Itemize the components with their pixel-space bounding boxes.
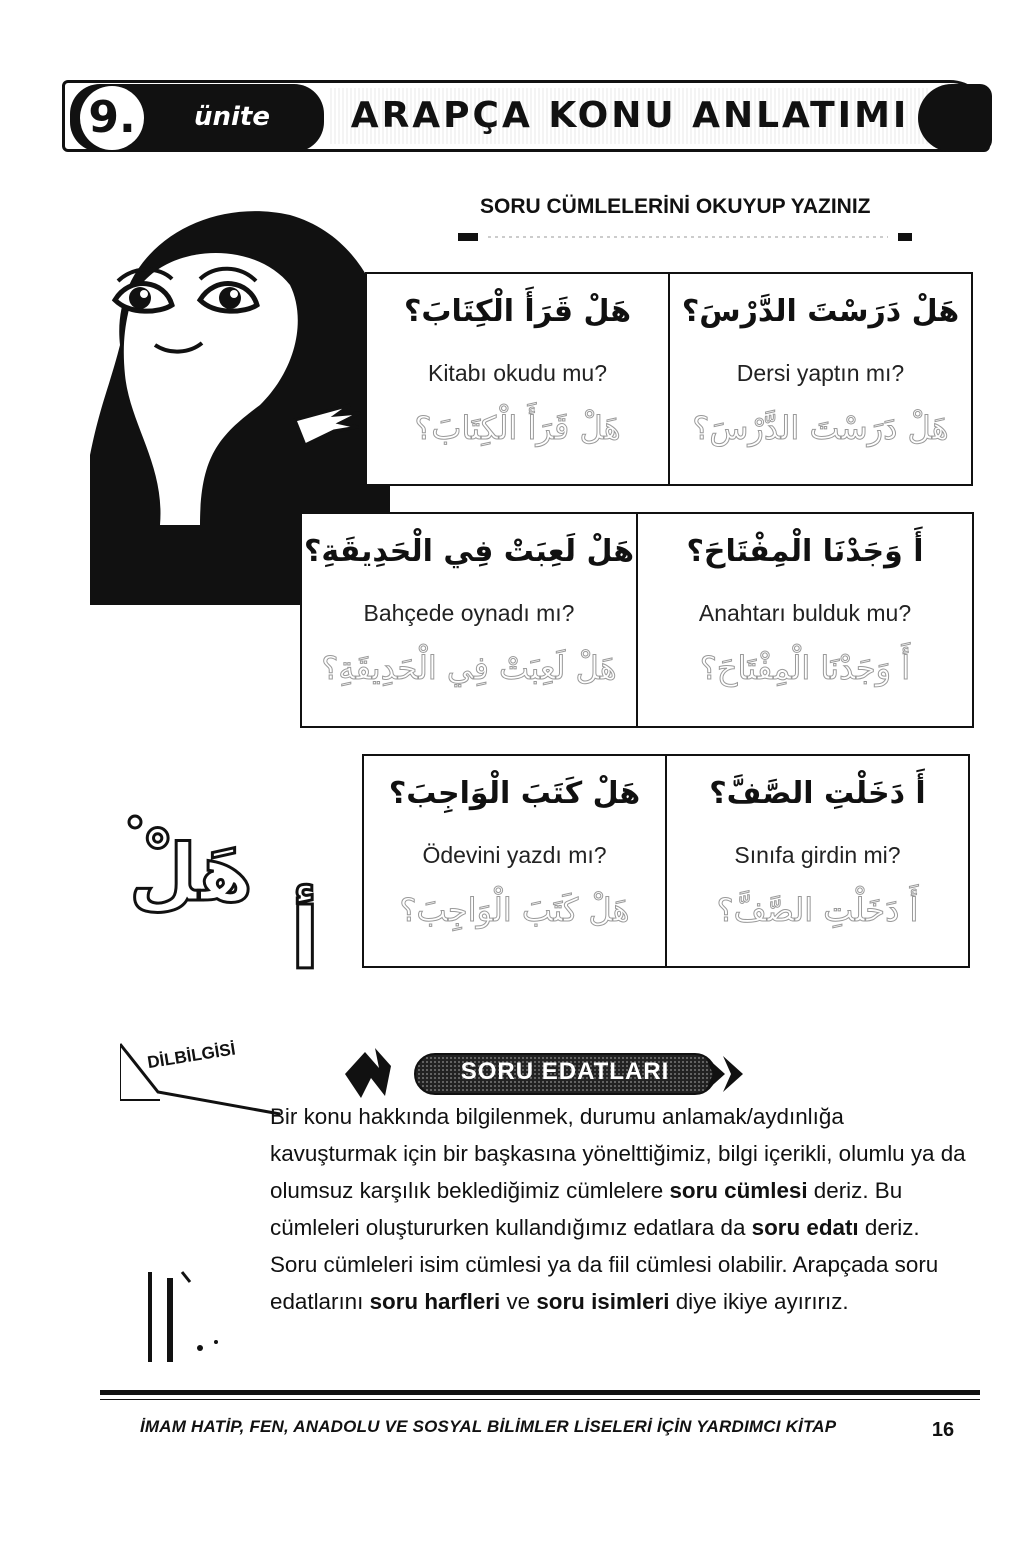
header-banner <box>62 76 990 156</box>
arabic-question: أَ وَجَدْنَا الْمِفْتَاحَ؟ <box>686 534 924 569</box>
heading-rule <box>458 232 924 242</box>
footer-title: İMAM HATİP, FEN, ANADOLU VE SOSYAL BİLİMLER LİSELERİ İÇİN YARDIMCI KİTAP <box>140 1417 837 1436</box>
turkish-translation: Ödevini yazdı mı? <box>422 842 607 868</box>
footer-rule-thin <box>100 1399 980 1400</box>
turkish-translation: Anahtarı bulduk mu? <box>698 600 912 626</box>
arabic-question: أَ دَخَلْتِ الصَّفَّ؟ <box>709 776 926 811</box>
hal-letters-mark <box>125 810 255 930</box>
dilbilgisi-label: DİLBİLGİSİ <box>146 1039 237 1073</box>
exercise-cell <box>367 274 670 484</box>
section-heading: SORU CÜMLELERİNİ OKUYUP YAZINIZ <box>480 195 871 218</box>
text-run: deriz. Soru cümleleri isim cümlesi ya da fiil cümlesi olabilir. Arapçada soru edatlarını <box>270 1215 939 1314</box>
hamza-letter-mark <box>285 880 325 980</box>
bold-term: soru edatı <box>751 1215 859 1240</box>
exercise-cell <box>667 756 968 966</box>
tracing-line[interactable]: أَ دَخَلْتِ الصَّفَّ؟ <box>716 891 919 929</box>
small-figure-illustration <box>120 1262 260 1372</box>
arabic-question: هَلْ لَعِبَتْ فِي الْحَدِيقَةِ؟ <box>303 534 635 569</box>
chevron-right-icon <box>723 1056 743 1092</box>
text-run: diye ikiye ayırırız. <box>669 1289 849 1314</box>
page-title: ARAPÇA KONU ANLATIMI <box>330 88 930 144</box>
topic-label: SORU EDATLARI <box>460 1058 670 1085</box>
unit-badge <box>70 84 324 152</box>
tracing-line[interactable]: هَلْ كَتَبَ الْوَاجِبَ؟ <box>399 891 630 929</box>
hal-letters-text: هَلْ <box>129 829 253 919</box>
tracing-line[interactable]: هَلْ دَرَسْتَ الدَّرْسَ؟ <box>692 409 949 447</box>
exercise-cell <box>670 274 971 484</box>
exercise-row-2 <box>300 512 974 728</box>
bold-term: soru harfleri <box>369 1289 501 1314</box>
exercise-cell <box>364 756 667 966</box>
unit-number: 9. <box>80 86 144 150</box>
unit-label: ünite <box>194 102 270 132</box>
tracing-line[interactable]: هَلْ لَعِبَتْ فِي الْحَدِيقَةِ؟ <box>321 649 617 687</box>
hamza-letter-text: أ <box>290 890 320 980</box>
body-paragraph <box>270 1098 970 1368</box>
turkish-translation: Dersi yaptın mı? <box>736 360 905 386</box>
arabic-question: هَلْ كَتَبَ الْوَاجِبَ؟ <box>388 776 641 811</box>
banner-end-cap <box>918 84 992 152</box>
footer-rule <box>100 1390 980 1395</box>
tracing-line[interactable]: هَلْ قَرَأَ الْكِتَابَ؟ <box>414 409 621 447</box>
exercise-row-1 <box>365 272 973 486</box>
star-burst-icon <box>345 1048 391 1098</box>
tracing-line[interactable]: أَ وَجَدْنَا الْمِفْتَاحَ؟ <box>699 649 911 687</box>
turkish-translation: Sınıfa girdin mi? <box>734 842 901 868</box>
arabic-question: هَلْ قَرَأَ الْكِتَابَ؟ <box>403 294 632 329</box>
turkish-translation: Kitabı okudu mu? <box>427 360 607 386</box>
text-run: deriz. Bu cümleleri oluştururken kullandığımız edatlara da <box>270 1178 903 1240</box>
exercise-cell <box>302 514 638 726</box>
page-number: 16 <box>931 1419 955 1441</box>
bold-term: soru cümlesi <box>669 1178 808 1203</box>
text-run: Bir konu hakkında bilgilenmek, durumu anlamak/aydınlığa kavuşturmak için bir başkasına yönelttiğimiz, bilgi içerikli, olumlu ya da olumsuz karşılık beklediğimiz cümlelere <box>270 1104 966 1203</box>
exercise-cell <box>638 514 972 726</box>
exercise-row-3 <box>362 754 970 968</box>
turkish-translation: Bahçede oynadı mı? <box>363 600 575 626</box>
arabic-question: هَلْ دَرَسْتَ الدَّرْسَ؟ <box>681 294 960 329</box>
bold-term: soru isimleri <box>536 1289 670 1314</box>
text-run: ve <box>500 1289 537 1314</box>
